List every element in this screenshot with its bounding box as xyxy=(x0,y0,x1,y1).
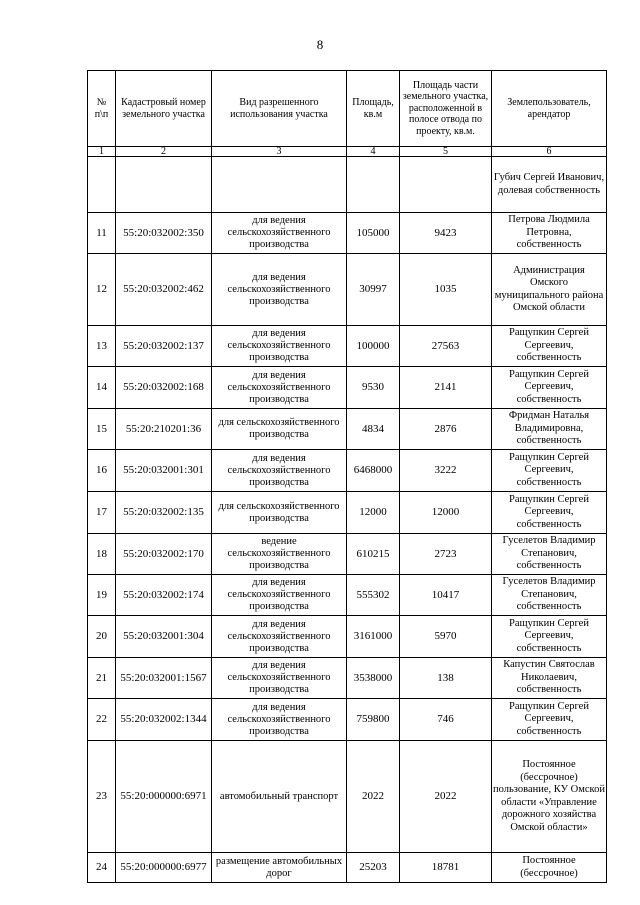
column-index: 5 xyxy=(400,147,492,157)
header-area: Площадь, кв.м xyxy=(347,71,400,147)
area: 105000 xyxy=(347,213,400,254)
part-area: 746 xyxy=(400,699,492,741)
table-row xyxy=(88,367,607,409)
column-index: 3 xyxy=(212,147,347,157)
cadastral-number: 55:20:032001:301 xyxy=(116,450,212,492)
row-number xyxy=(88,157,116,213)
part-area: 5970 xyxy=(400,616,492,658)
row-number: 13 xyxy=(88,326,116,367)
permitted-use: ведение сельскохозяйственного производства xyxy=(212,534,347,575)
area: 30997 xyxy=(347,254,400,326)
table-row xyxy=(88,254,607,326)
area xyxy=(347,157,400,213)
area: 610215 xyxy=(347,534,400,575)
land-user: Постоянное (бессрочное) xyxy=(492,853,607,883)
row-number: 21 xyxy=(88,658,116,699)
cadastral-number: 55:20:032002:174 xyxy=(116,575,212,616)
area: 12000 xyxy=(347,492,400,534)
part-area xyxy=(400,157,492,213)
table-row xyxy=(88,409,607,450)
land-user: Капустин Святослав Николаевич, собственность xyxy=(492,658,607,699)
part-area: 1035 xyxy=(400,254,492,326)
area: 25203 xyxy=(347,853,400,883)
land-user: Фридман Наталья Владимировна, собственность xyxy=(492,409,607,450)
row-number: 11 xyxy=(88,213,116,254)
part-area: 2723 xyxy=(400,534,492,575)
permitted-use: для ведения сельскохозяйственного производства xyxy=(212,699,347,741)
cadastral-number: 55:20:032002:1344 xyxy=(116,699,212,741)
row-number: 18 xyxy=(88,534,116,575)
cadastral-number: 55:20:210201:36 xyxy=(116,409,212,450)
area: 4834 xyxy=(347,409,400,450)
land-plots-table xyxy=(87,70,607,883)
table-row xyxy=(88,853,607,883)
land-user: Петрова Людмила Петровна, собственность xyxy=(492,213,607,254)
part-area: 2876 xyxy=(400,409,492,450)
permitted-use: для ведения сельскохозяйственного производства xyxy=(212,658,347,699)
land-user: Ращупкин Сергей Сергеевич, собственность xyxy=(492,450,607,492)
column-index: 6 xyxy=(492,147,607,157)
row-number: 14 xyxy=(88,367,116,409)
page-number: 8 xyxy=(316,37,324,52)
permitted-use: для ведения сельскохозяйственного производства xyxy=(212,450,347,492)
cadastral-number: 55:20:000000:6977 xyxy=(116,853,212,883)
permitted-use: для ведения сельскохозяйственного производства xyxy=(212,575,347,616)
row-number: 19 xyxy=(88,575,116,616)
permitted-use: автомобильный транспорт xyxy=(212,741,347,853)
land-user: Ращупкин Сергей Сергеевич, собственность xyxy=(492,616,607,658)
cadastral-number: 55:20:032001:304 xyxy=(116,616,212,658)
cadastral-number: 55:20:032002:170 xyxy=(116,534,212,575)
land-user: Ращупкин Сергей Сергеевич, собственность xyxy=(492,326,607,367)
permitted-use: для ведения сельскохозяйственного производства xyxy=(212,616,347,658)
permitted-use: для ведения сельскохозяйственного производства xyxy=(212,326,347,367)
cadastral-number: 55:20:000000:6971 xyxy=(116,741,212,853)
table-row xyxy=(88,741,607,853)
column-index: 1 xyxy=(88,147,116,157)
area: 3161000 xyxy=(347,616,400,658)
header-land-user: Землепользователь, арендатор xyxy=(492,71,607,147)
area: 2022 xyxy=(347,741,400,853)
part-area: 9423 xyxy=(400,213,492,254)
table-row xyxy=(88,326,607,367)
table-header-row xyxy=(88,71,607,147)
land-user: Постоянное (бессрочное) пользование, КУ Омской области «Управление дорожного хозяйства Омской области» xyxy=(492,741,607,853)
permitted-use: для сельскохозяйственного производства xyxy=(212,492,347,534)
cadastral-number xyxy=(116,157,212,213)
table-row xyxy=(88,575,607,616)
table-row xyxy=(88,616,607,658)
area: 555302 xyxy=(347,575,400,616)
table-row xyxy=(88,699,607,741)
area: 3538000 xyxy=(347,658,400,699)
part-area: 27563 xyxy=(400,326,492,367)
cadastral-number: 55:20:032002:135 xyxy=(116,492,212,534)
table-row xyxy=(88,492,607,534)
permitted-use xyxy=(212,157,347,213)
land-user: Администрация Омского муниципального района Омской области xyxy=(492,254,607,326)
part-area: 18781 xyxy=(400,853,492,883)
row-number: 22 xyxy=(88,699,116,741)
table-row xyxy=(88,658,607,699)
part-area: 2022 xyxy=(400,741,492,853)
column-index: 2 xyxy=(116,147,212,157)
cadastral-number: 55:20:032002:168 xyxy=(116,367,212,409)
cadastral-number: 55:20:032002:462 xyxy=(116,254,212,326)
part-area: 2141 xyxy=(400,367,492,409)
row-number: 17 xyxy=(88,492,116,534)
header-number: № п\п xyxy=(88,71,116,147)
permitted-use: для ведения сельскохозяйственного производства xyxy=(212,367,347,409)
land-user: Ращупкин Сергей Сергеевич, собственность xyxy=(492,699,607,741)
land-user: Ращупкин Сергей Сергеевич, собственность xyxy=(492,367,607,409)
table-row xyxy=(88,534,607,575)
header-part-area: Площадь части земельного участка, расположенной в полосе отвода по проекту, кв.м. xyxy=(400,71,492,147)
row-number: 15 xyxy=(88,409,116,450)
permitted-use: для ведения сельскохозяйственного производства xyxy=(212,254,347,326)
row-number: 20 xyxy=(88,616,116,658)
part-area: 3222 xyxy=(400,450,492,492)
cadastral-number: 55:20:032002:350 xyxy=(116,213,212,254)
permitted-use: для сельскохозяйственного производства xyxy=(212,409,347,450)
land-user: Губич Сергей Иванович, долевая собственность xyxy=(492,157,607,213)
header-cadastral-number: Кадастровый номер земельного участка xyxy=(116,71,212,147)
area: 100000 xyxy=(347,326,400,367)
table-row xyxy=(88,450,607,492)
column-index-row xyxy=(88,147,607,157)
column-index: 4 xyxy=(347,147,400,157)
area: 759800 xyxy=(347,699,400,741)
part-area: 138 xyxy=(400,658,492,699)
permitted-use: размещение автомобильных дорог xyxy=(212,853,347,883)
table-row xyxy=(88,213,607,254)
part-area: 12000 xyxy=(400,492,492,534)
area: 9530 xyxy=(347,367,400,409)
part-area: 10417 xyxy=(400,575,492,616)
row-number: 24 xyxy=(88,853,116,883)
row-number: 12 xyxy=(88,254,116,326)
cadastral-number: 55:20:032001:1567 xyxy=(116,658,212,699)
land-user: Гуселетов Владимир Степанович, собственность xyxy=(492,575,607,616)
land-user: Ращупкин Сергей Сергеевич, собственность xyxy=(492,492,607,534)
cadastral-number: 55:20:032002:137 xyxy=(116,326,212,367)
header-permitted-use: Вид разрешенного использования участка xyxy=(212,71,347,147)
permitted-use: для ведения сельскохозяйственного производства xyxy=(212,213,347,254)
row-number: 23 xyxy=(88,741,116,853)
area: 6468000 xyxy=(347,450,400,492)
table-row xyxy=(88,157,607,213)
row-number: 16 xyxy=(88,450,116,492)
land-user: Гуселетов Владимир Степанович, собственность xyxy=(492,534,607,575)
